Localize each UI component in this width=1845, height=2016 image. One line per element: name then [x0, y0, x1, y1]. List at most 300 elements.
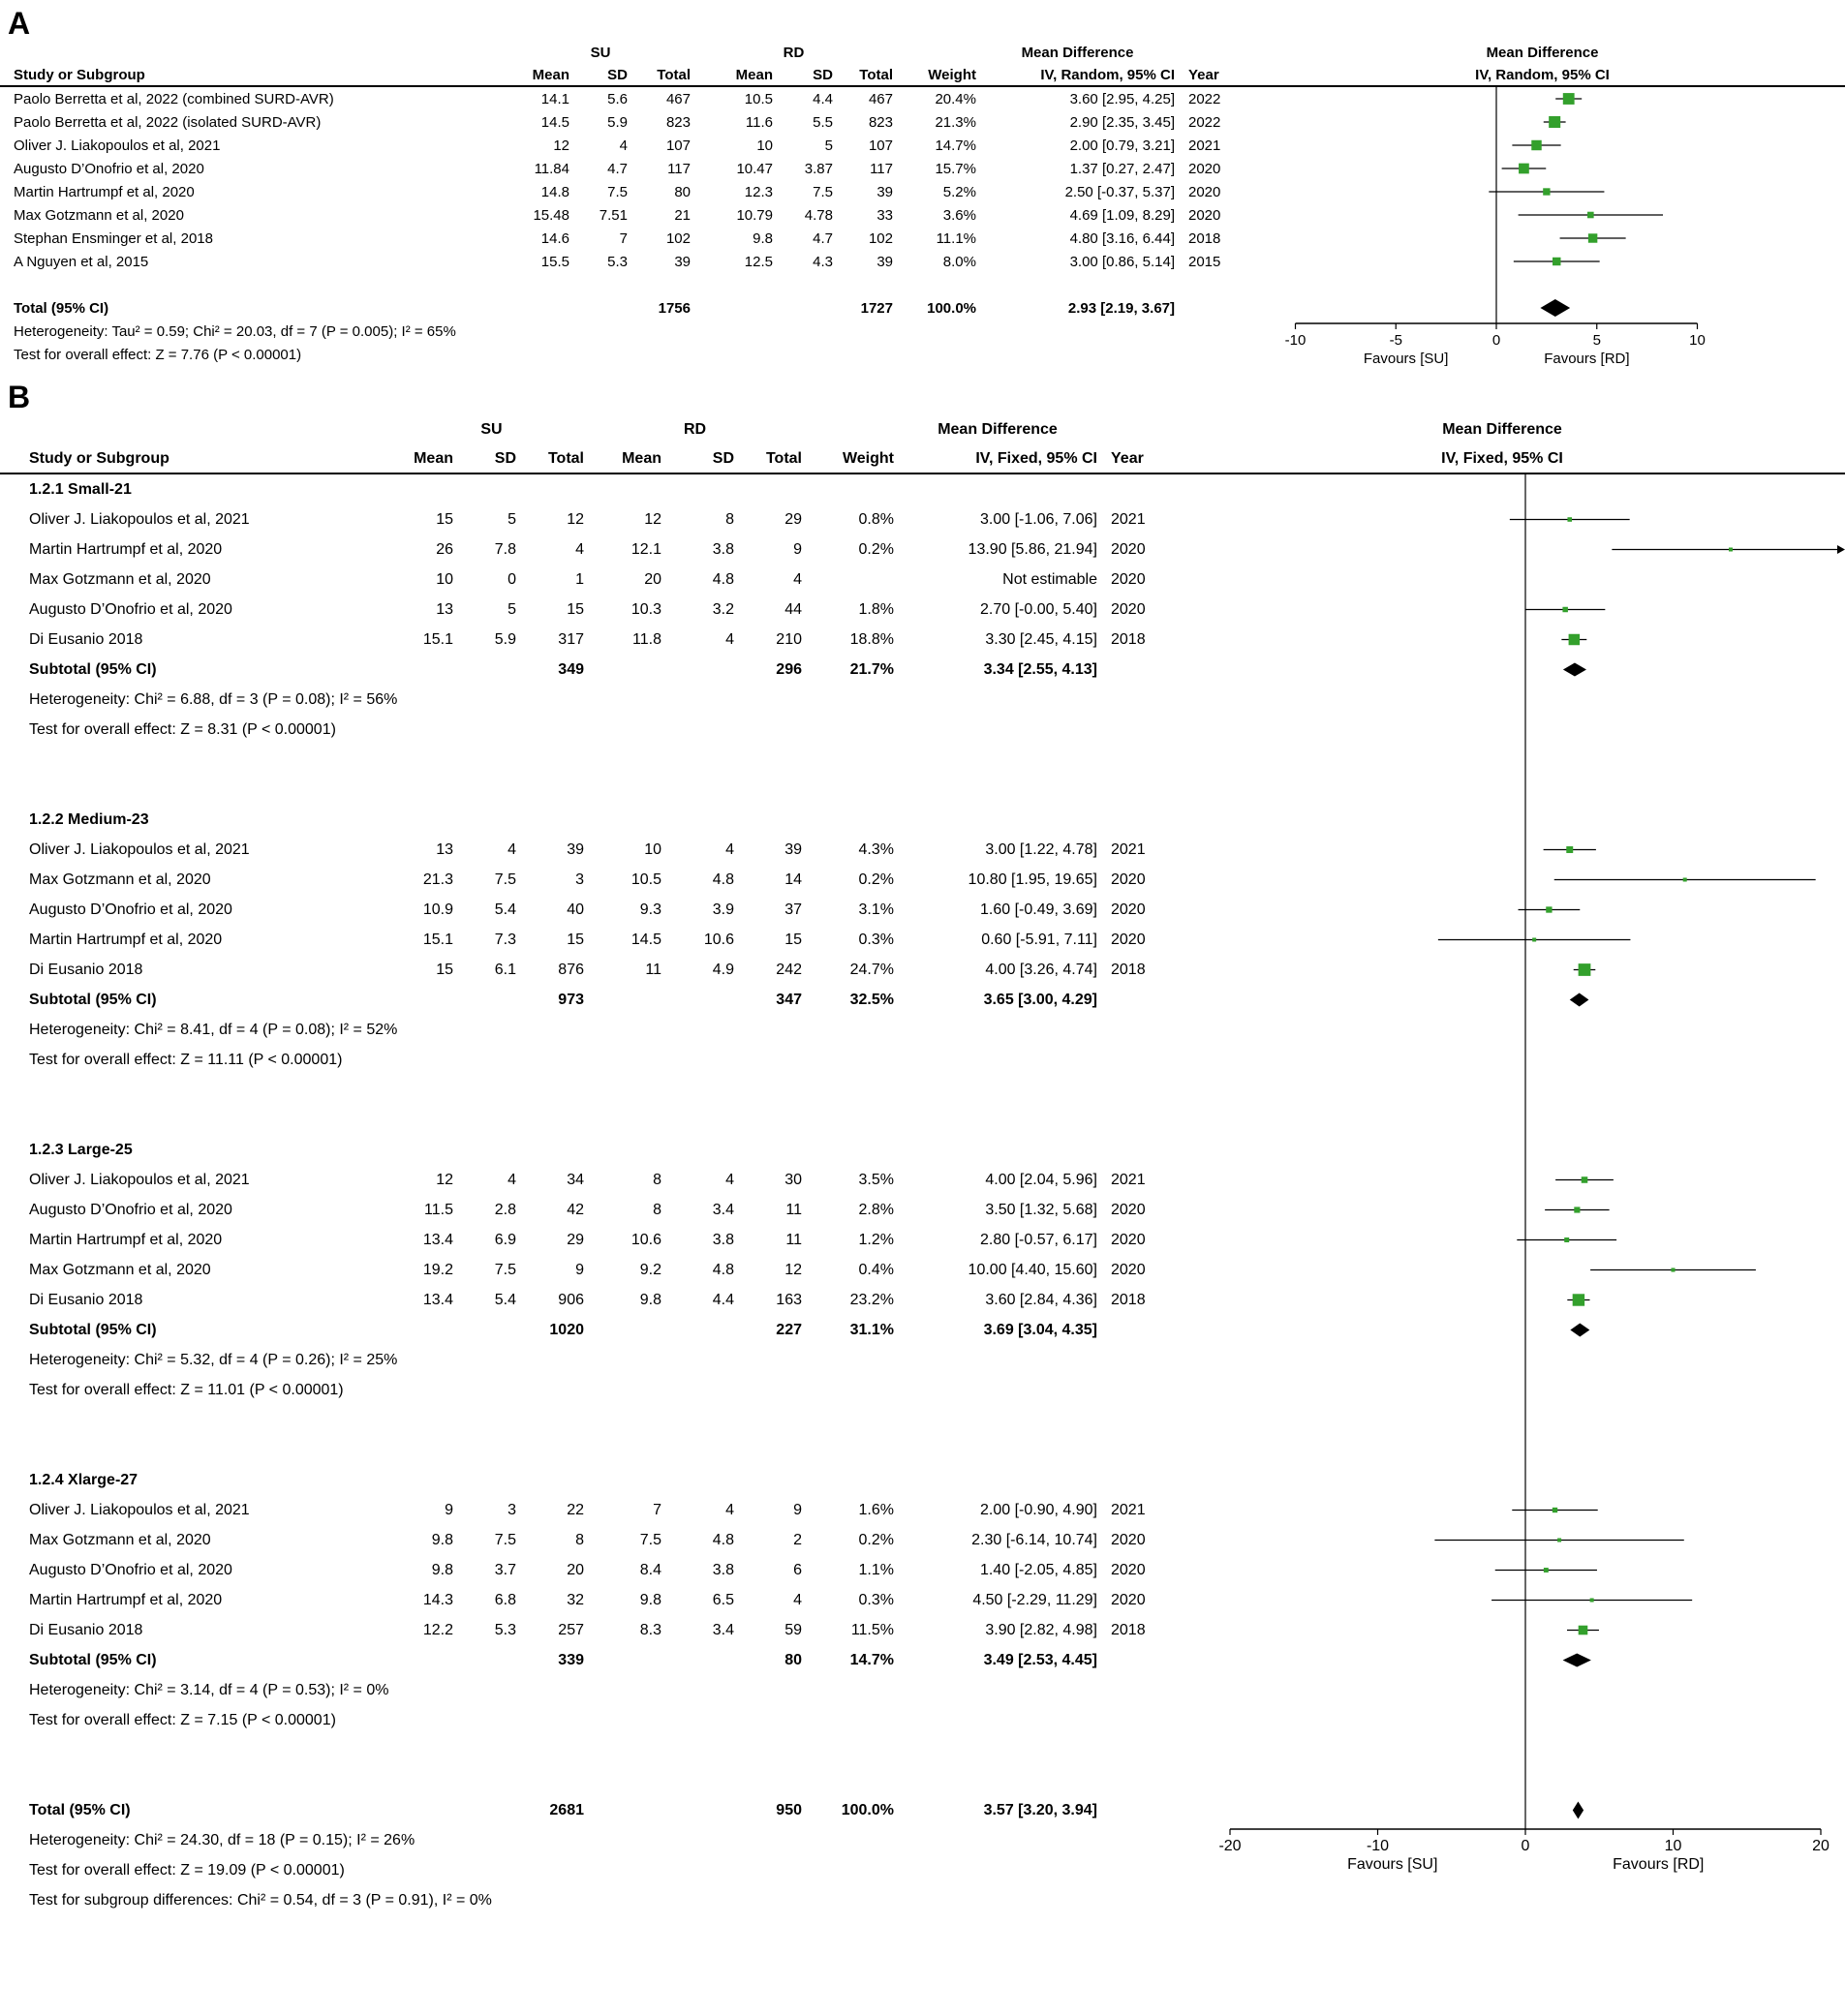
ci-text: 3.00 [1.22, 4.78]	[985, 840, 1097, 858]
ci-text: 2.00 [-0.90, 4.90]	[980, 1501, 1097, 1518]
ci-text: 2.30 [-6.14, 10.74]	[971, 1531, 1097, 1548]
weight: 14.7%	[935, 137, 976, 154]
mean-su: 14.5	[540, 113, 569, 131]
year: 2021	[1188, 137, 1221, 154]
mean-rd: 12	[644, 510, 661, 528]
axis-tick-label: -10	[1366, 1838, 1390, 1854]
study-name: Stephan Ensminger et al, 2018	[14, 229, 213, 247]
effect-square	[1546, 906, 1552, 912]
study-name: Augusto D’Onofrio et al, 2020	[29, 600, 232, 618]
weight: 32.5%	[849, 991, 894, 1008]
column-header-row	[0, 444, 1845, 474]
study-name: Oliver J. Liakopoulos et al, 2021	[29, 510, 250, 528]
year: 2018	[1188, 229, 1221, 247]
total-rd: 39	[876, 183, 893, 200]
total-su: 42	[567, 1201, 584, 1218]
sd-rd: 3.8	[712, 540, 734, 558]
weight: 2.8%	[858, 1201, 894, 1218]
total-rd: 347	[776, 991, 802, 1008]
year: 2021	[1111, 510, 1146, 528]
total-rd: 823	[868, 113, 893, 131]
mean-rd: 10	[644, 840, 661, 858]
effect-square	[1553, 258, 1560, 265]
col-header-year: Year	[1188, 66, 1219, 83]
sd-su: 5.4	[494, 1291, 516, 1308]
weight: 0.2%	[858, 540, 894, 558]
axis-tick-label: 5	[1592, 332, 1601, 349]
column-header-row	[0, 64, 1845, 87]
study-name: Di Eusanio 2018	[29, 961, 143, 978]
ci-text: 0.60 [-5.91, 7.11]	[981, 931, 1097, 948]
total-su: 349	[558, 660, 584, 678]
plot-col-header: IV, Random, 95% CI	[1475, 66, 1610, 83]
study-name: Oliver J. Liakopoulos et al, 2021	[29, 1501, 250, 1518]
pooled-label: Subtotal (95% CI)	[29, 1651, 157, 1668]
sd-su: 4	[507, 840, 516, 858]
study-name: Di Eusanio 2018	[29, 1291, 143, 1308]
year: 2020	[1111, 1231, 1146, 1248]
weight: 21.7%	[849, 660, 894, 678]
weight: 20.4%	[935, 90, 976, 107]
sd-su: 7.8	[494, 540, 516, 558]
mean-rd: 12.3	[744, 183, 773, 200]
sd-su: 4.7	[607, 160, 628, 177]
mean-su: 12.2	[422, 1621, 453, 1638]
pooled-diamond	[1563, 663, 1586, 677]
effect-square	[1531, 140, 1541, 150]
total-rd: 2	[793, 1531, 802, 1548]
year: 2020	[1188, 160, 1221, 177]
axis-tick-label: 10	[1664, 1838, 1682, 1854]
ci-text: 1.60 [-0.49, 3.69]	[980, 901, 1097, 918]
study-name: Di Eusanio 2018	[29, 630, 143, 648]
pooled-diamond	[1570, 993, 1589, 1007]
ci-text: 1.37 [0.27, 2.47]	[1069, 160, 1175, 177]
weight: 100.0%	[927, 299, 976, 317]
study-name: Di Eusanio 2018	[29, 1621, 143, 1638]
study-name: Oliver J. Liakopoulos et al, 2021	[29, 1171, 250, 1188]
col-header-total-rd: Total	[859, 66, 893, 83]
mean-rd: 9.3	[639, 901, 661, 918]
sd-rd: 4.78	[804, 206, 833, 224]
total-rd: 1727	[860, 299, 893, 317]
mean-su: 14.8	[540, 183, 569, 200]
total-rd: 4	[793, 1591, 802, 1608]
year: 2020	[1111, 1261, 1146, 1278]
weight: 8.0%	[942, 253, 976, 270]
sd-rd: 4	[725, 1501, 734, 1518]
col-header-sd-su: SD	[494, 449, 516, 467]
effect-square	[1574, 1207, 1580, 1212]
total-rd: 6	[793, 1561, 802, 1578]
plot-effect-title-header: Mean Difference	[1486, 44, 1599, 61]
study-name: Augusto D’Onofrio et al, 2020	[29, 1561, 232, 1578]
col-header-study: Study or Subgroup	[29, 449, 169, 467]
effect-square	[1519, 164, 1529, 174]
sd-su: 5.4	[494, 901, 516, 918]
mean-rd: 8.4	[639, 1561, 661, 1578]
sd-rd: 3.87	[804, 160, 833, 177]
total-rd: 15	[784, 931, 802, 948]
year: 2020	[1188, 206, 1221, 224]
effect-title-header: Mean Difference	[938, 420, 1058, 438]
plot-effect-title-header: Mean Difference	[1442, 420, 1562, 438]
mean-rd: 10.6	[630, 1231, 661, 1248]
study-name: A Nguyen et al, 2015	[14, 253, 149, 270]
ci-text: 3.60 [2.84, 4.36]	[985, 1291, 1097, 1308]
effect-square	[1683, 878, 1687, 882]
sd-su: 6.9	[494, 1231, 516, 1248]
study-name: Martin Hartrumpf et al, 2020	[29, 1231, 223, 1248]
effect-square	[1579, 963, 1591, 976]
mean-rd: 8.3	[639, 1621, 661, 1638]
sd-rd: 4.8	[712, 570, 734, 588]
total-rd: 30	[784, 1171, 802, 1188]
axis-tick-label: -10	[1284, 332, 1307, 349]
stats-text: Test for overall effect: Z = 8.31 (P < 0.00001)	[29, 720, 336, 738]
total-rd: 4	[793, 570, 802, 588]
total-su: 317	[558, 630, 584, 648]
total-rd: 467	[868, 90, 893, 107]
year: 2018	[1111, 1291, 1146, 1308]
weight: 14.7%	[849, 1651, 894, 1668]
ci-text: 4.00 [3.26, 4.74]	[985, 961, 1097, 978]
sd-rd: 3.4	[712, 1201, 734, 1218]
ci-text: 3.69 [3.04, 4.35]	[983, 1321, 1097, 1338]
sd-su: 0	[507, 570, 516, 588]
mean-su: 9	[445, 1501, 453, 1518]
mean-rd: 10.79	[736, 206, 773, 224]
weight: 0.3%	[858, 1591, 894, 1608]
sd-su: 5.6	[607, 90, 628, 107]
mean-rd: 9.8	[639, 1291, 661, 1308]
total-su: 15	[567, 931, 584, 948]
total-su: 1	[575, 570, 584, 588]
mean-rd: 11.6	[745, 113, 773, 131]
sd-rd: 4.8	[712, 1261, 734, 1278]
total-rd: 9	[793, 540, 802, 558]
sd-su: 7.5	[607, 183, 628, 200]
ci-text: 3.65 [3.00, 4.29]	[983, 991, 1097, 1008]
effect-square	[1579, 1626, 1588, 1635]
col-header-mean-su: Mean	[414, 449, 453, 467]
effect-square	[1549, 116, 1560, 128]
effect-square	[1566, 846, 1573, 853]
col-header-total-su: Total	[547, 449, 584, 467]
year: 2020	[1111, 1531, 1146, 1548]
sd-su: 5	[507, 600, 516, 618]
study-name: Augusto D’Onofrio et al, 2020	[29, 901, 232, 918]
sd-su: 7	[619, 229, 628, 247]
weight: 3.5%	[858, 1171, 894, 1188]
study-name: Oliver J. Liakopoulos et al, 2021	[29, 840, 250, 858]
stats-text: Heterogeneity: Chi² = 24.30, df = 18 (P = 0.15); I² = 26%	[29, 1831, 415, 1848]
ci-text: 4.00 [2.04, 5.96]	[985, 1171, 1097, 1188]
mean-su: 15.1	[422, 630, 453, 648]
study-name: Paolo Berretta et al, 2022 (combined SURD-AVR)	[14, 90, 334, 107]
panel-a	[0, 6, 1845, 366]
ci-text: 2.93 [2.19, 3.67]	[1067, 299, 1175, 317]
sd-rd: 7.5	[813, 183, 833, 200]
sd-rd: 4.9	[712, 961, 734, 978]
weight: 31.1%	[849, 1321, 894, 1338]
ci-text: 2.80 [-0.57, 6.17]	[980, 1231, 1097, 1248]
total-rd: 39	[876, 253, 893, 270]
ci-text: 10.00 [4.40, 15.60]	[968, 1261, 1097, 1278]
mean-rd: 10	[756, 137, 773, 154]
panel-label: B	[8, 380, 31, 414]
weight: 15.7%	[935, 160, 976, 177]
ci-text: 4.69 [1.09, 8.29]	[1069, 206, 1175, 224]
sd-rd: 4	[725, 840, 734, 858]
favours-right-label: Favours [RD]	[1544, 351, 1630, 367]
group-header-row	[0, 41, 1845, 64]
axis-tick-label: 0	[1491, 332, 1501, 349]
sd-su: 4	[619, 137, 628, 154]
total-rd: 12	[784, 1261, 802, 1278]
forest-plot-svg	[1240, 87, 1845, 376]
mean-su: 9.8	[431, 1561, 453, 1578]
sd-rd: 8	[725, 510, 734, 528]
mean-su: 14.6	[540, 229, 569, 247]
total-su: 257	[558, 1621, 584, 1638]
col-header-ci: IV, Random, 95% CI	[1040, 66, 1175, 83]
total-su: 80	[674, 183, 691, 200]
effect-square	[1562, 607, 1567, 612]
weight: 0.4%	[858, 1261, 894, 1278]
ci-text: Not estimable	[1002, 570, 1097, 588]
section-title: 1.2.3 Large-25	[29, 1141, 133, 1158]
year: 2020	[1111, 1201, 1146, 1218]
sd-rd: 5	[824, 137, 833, 154]
effect-square	[1729, 548, 1733, 552]
ci-text: 2.70 [-0.00, 5.40]	[980, 600, 1097, 618]
study-name: Max Gotzmann et al, 2020	[14, 206, 184, 224]
col-header-weight: Weight	[928, 66, 976, 83]
mean-su: 13	[436, 600, 453, 618]
effect-title-header: Mean Difference	[1021, 44, 1134, 61]
effect-square	[1553, 1508, 1557, 1512]
sd-su: 4	[507, 1171, 516, 1188]
total-su: 39	[567, 840, 584, 858]
group2-header: RD	[683, 420, 707, 438]
total-su: 15	[567, 600, 584, 618]
effect-square	[1567, 517, 1572, 522]
mean-su: 13.4	[422, 1291, 453, 1308]
study-name: Max Gotzmann et al, 2020	[29, 1531, 211, 1548]
col-header-sd-rd: SD	[813, 66, 833, 83]
year: 2020	[1111, 901, 1146, 918]
weight: 0.2%	[858, 871, 894, 888]
rows-area	[0, 87, 1845, 366]
total-su: 34	[567, 1171, 584, 1188]
group1-header: SU	[480, 420, 503, 438]
sd-rd: 3.8	[712, 1231, 734, 1248]
ci-text: 1.40 [-2.05, 4.85]	[980, 1561, 1097, 1578]
weight: 0.3%	[858, 931, 894, 948]
col-header-study: Study or Subgroup	[14, 66, 145, 83]
effect-square	[1590, 1599, 1594, 1603]
total-su: 12	[567, 510, 584, 528]
col-header-year: Year	[1111, 449, 1144, 467]
mean-su: 10.9	[422, 901, 453, 918]
total-rd: 14	[784, 871, 802, 888]
axis-tick-label: 0	[1521, 1838, 1530, 1854]
total-rd: 210	[776, 630, 802, 648]
total-su: 467	[665, 90, 691, 107]
favours-right-label: Favours [RD]	[1613, 1856, 1705, 1873]
total-rd: 29	[784, 510, 802, 528]
year: 2021	[1111, 1501, 1146, 1518]
effect-square	[1588, 233, 1597, 242]
pooled-diamond	[1570, 1324, 1589, 1337]
study-name: Oliver J. Liakopoulos et al, 2021	[14, 137, 221, 154]
col-header-total-rd: Total	[765, 449, 802, 467]
ci-text: 2.50 [-0.37, 5.37]	[1064, 183, 1175, 200]
total-su: 9	[575, 1261, 584, 1278]
sd-su: 2.8	[494, 1201, 516, 1218]
col-header-sd-rd: SD	[712, 449, 734, 467]
study-name: Max Gotzmann et al, 2020	[29, 871, 211, 888]
mean-rd: 7.5	[639, 1531, 661, 1548]
effect-square	[1573, 1294, 1584, 1305]
year: 2020	[1111, 931, 1146, 948]
sd-su: 5	[507, 510, 516, 528]
sd-su: 7.51	[599, 206, 628, 224]
mean-su: 14.1	[540, 90, 569, 107]
total-rd: 11	[785, 1231, 802, 1248]
mean-su: 13.4	[422, 1231, 453, 1248]
panel-label: A	[8, 6, 31, 41]
pooled-label: Subtotal (95% CI)	[29, 1321, 157, 1338]
effect-square	[1544, 1568, 1549, 1573]
ci-text: 3.00 [-1.06, 7.06]	[980, 510, 1097, 528]
year: 2022	[1188, 113, 1221, 131]
sd-rd: 3.4	[712, 1621, 734, 1638]
sd-rd: 3.8	[712, 1561, 734, 1578]
favours-left-label: Favours [SU]	[1347, 1856, 1438, 1873]
stats-text: Heterogeneity: Chi² = 8.41, df = 4 (P = 0.08); I² = 52%	[29, 1021, 398, 1038]
mean-rd: 10.5	[744, 90, 773, 107]
mean-su: 12	[553, 137, 569, 154]
total-su: 339	[558, 1651, 584, 1668]
weight: 3.1%	[858, 901, 894, 918]
mean-rd: 8	[653, 1201, 661, 1218]
ci-text: 3.00 [0.86, 5.14]	[1069, 253, 1175, 270]
weight: 0.8%	[858, 510, 894, 528]
ci-text: 3.57 [3.20, 3.94]	[983, 1801, 1097, 1818]
stats-text: Test for subgroup differences: Chi² = 0.54, df = 3 (P = 0.91), I² = 0%	[29, 1891, 492, 1909]
sd-su: 3.7	[494, 1561, 516, 1578]
ci-text: 3.60 [2.95, 4.25]	[1069, 90, 1175, 107]
study-name: Max Gotzmann et al, 2020	[29, 1261, 211, 1278]
stats-text: Heterogeneity: Chi² = 6.88, df = 3 (P = 0.08); I² = 56%	[29, 690, 398, 708]
mean-rd: 12.5	[744, 253, 773, 270]
sd-rd: 10.6	[703, 931, 734, 948]
weight: 1.2%	[858, 1231, 894, 1248]
sd-su: 3	[507, 1501, 516, 1518]
stats-text: Heterogeneity: Tau² = 0.59; Chi² = 20.03, df = 7 (P = 0.005); I² = 65%	[14, 322, 456, 340]
pooled-label: Subtotal (95% CI)	[29, 991, 157, 1008]
effect-square	[1564, 1237, 1569, 1242]
total-rd: 242	[776, 961, 802, 978]
mean-rd: 9.8	[753, 229, 773, 247]
rows-area	[0, 474, 1845, 1915]
mean-su: 15	[436, 961, 453, 978]
total-su: 1020	[549, 1321, 584, 1338]
sd-rd: 4.4	[712, 1291, 734, 1308]
total-su: 21	[674, 206, 691, 224]
total-su: 4	[575, 540, 584, 558]
year: 2018	[1111, 630, 1146, 648]
study-name: Martin Hartrumpf et al, 2020	[29, 540, 223, 558]
ci-arrow-right	[1837, 545, 1845, 554]
sd-rd: 4.3	[813, 253, 833, 270]
effect-square	[1587, 212, 1594, 219]
ci-text: 4.50 [-2.29, 11.29]	[972, 1591, 1097, 1608]
mean-rd: 20	[644, 570, 661, 588]
sd-su: 5.3	[607, 253, 628, 270]
total-su: 3	[575, 871, 584, 888]
mean-su: 15.5	[540, 253, 569, 270]
sd-rd: 6.5	[712, 1591, 734, 1608]
sd-su: 7.5	[494, 1261, 516, 1278]
axis-tick-label: 20	[1812, 1838, 1830, 1854]
total-su: 40	[567, 901, 584, 918]
total-rd: 102	[868, 229, 893, 247]
section-title: 1.2.1 Small-21	[29, 480, 132, 498]
group2-header: RD	[783, 44, 805, 61]
mean-su: 15.48	[533, 206, 569, 224]
sd-su: 5.9	[494, 630, 516, 648]
sd-su: 5.3	[494, 1621, 516, 1638]
effect-square	[1563, 93, 1575, 105]
weight: 23.2%	[849, 1291, 894, 1308]
weight: 3.6%	[942, 206, 976, 224]
total-su: 876	[558, 961, 584, 978]
sd-su: 6.1	[494, 961, 516, 978]
weight: 100.0%	[841, 1801, 894, 1818]
mean-rd: 9.2	[639, 1261, 661, 1278]
mean-rd: 10.5	[630, 871, 661, 888]
sd-rd: 4.8	[712, 871, 734, 888]
total-rd: 296	[776, 660, 802, 678]
sd-rd: 3.9	[712, 901, 734, 918]
weight: 5.2%	[942, 183, 976, 200]
study-name: Martin Hartrumpf et al, 2020	[14, 183, 195, 200]
weight: 11.5%	[850, 1621, 894, 1638]
col-header-mean-rd: Mean	[735, 66, 773, 83]
total-rd: 9	[793, 1501, 802, 1518]
col-header-sd-su: SD	[607, 66, 628, 83]
total-rd: 33	[876, 206, 893, 224]
sd-su: 7.5	[494, 871, 516, 888]
weight: 24.7%	[849, 961, 894, 978]
weight: 1.8%	[858, 600, 894, 618]
total-rd: 59	[784, 1621, 802, 1638]
col-header-total-su: Total	[657, 66, 691, 83]
section-title: 1.2.4 Xlarge-27	[29, 1471, 138, 1488]
mean-rd: 8	[653, 1171, 661, 1188]
mean-su: 15.1	[422, 931, 453, 948]
pooled-label: Total (95% CI)	[14, 299, 109, 317]
sd-rd: 5.5	[813, 113, 833, 131]
group1-header: SU	[590, 44, 611, 61]
mean-rd: 11	[645, 961, 661, 978]
year: 2020	[1188, 183, 1221, 200]
total-su: 1756	[658, 299, 691, 317]
mean-su: 13	[436, 840, 453, 858]
